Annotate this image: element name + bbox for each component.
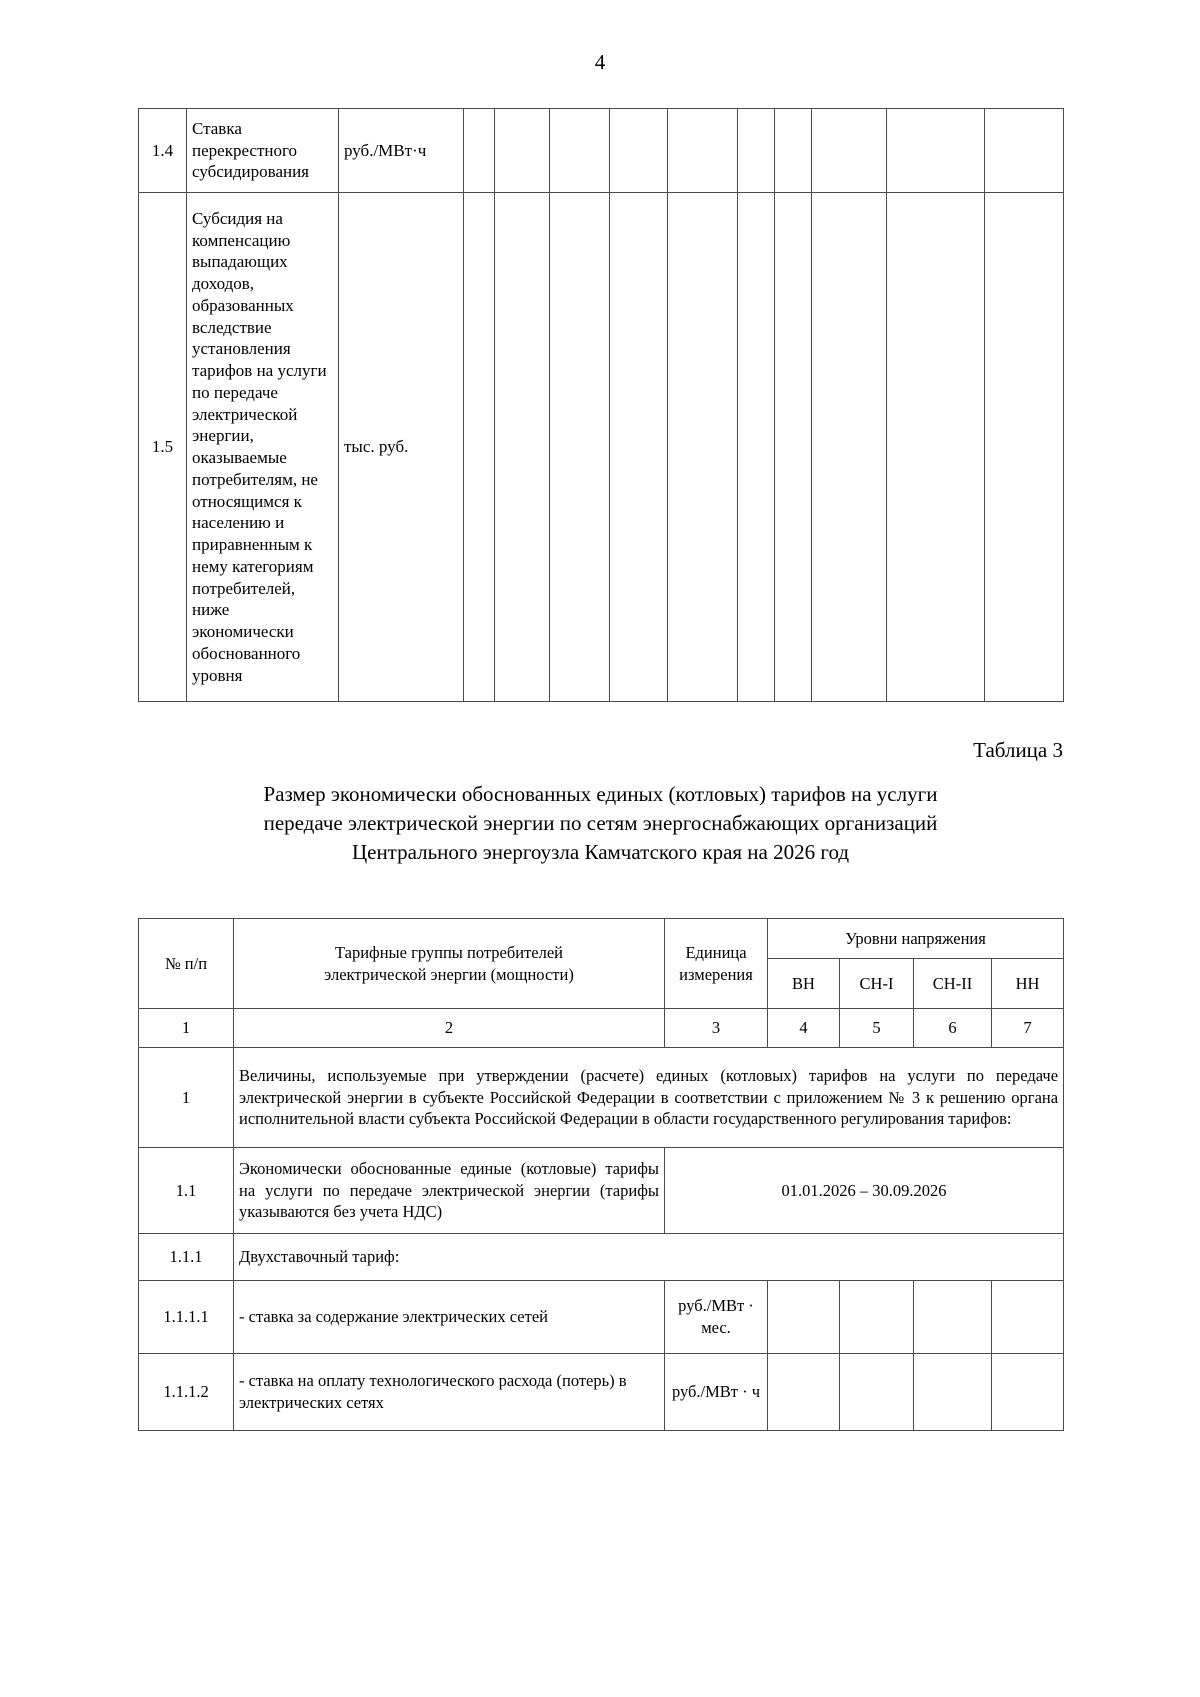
table-continuation-wrapper (138, 108, 1063, 702)
table-header-row (139, 919, 1064, 959)
header-col-groups (234, 919, 665, 1009)
value-cell[interactable] (775, 109, 812, 193)
row-number: 1.5 (139, 193, 187, 702)
row-text: Величины, используемые при утверждении (расчете) единых (котловых) тарифов на услуги по передаче электрической энергии в субъекте Российской Федерации в соответствии с приложением № 3 к решению органа исполнительной власти субъекта Российской Федерации в области государственного регулирования тарифов: (234, 1048, 1064, 1148)
value-cell[interactable] (775, 193, 812, 702)
table-numbering-row (139, 1009, 1064, 1048)
colnum-6: 6 (914, 1009, 992, 1048)
value-cell[interactable] (610, 109, 668, 193)
row-unit: руб./МВт·ч (339, 109, 464, 193)
value-cell[interactable] (610, 193, 668, 702)
header-voltage-sn2: СН-II (914, 959, 992, 1009)
row-number: 1.4 (139, 109, 187, 193)
value-cell[interactable] (668, 109, 738, 193)
value-cell[interactable] (887, 109, 985, 193)
row-name: Субсидия на компенсацию выпадающих доходов, образованных вследствие установления тарифов на услуги по передаче электрической энергии, оказываемые потребителям, не относящимся к населению и приравненным к нему категориям потребителей, ниже экономически обоснованного уровня (187, 193, 339, 702)
header-voltage-vn: ВН (768, 959, 840, 1009)
colnum-2: 2 (234, 1009, 665, 1048)
value-cell[interactable] (992, 1354, 1064, 1431)
table-row (139, 1281, 1064, 1354)
row-number: 1.1.1.1 (139, 1281, 234, 1354)
row-text: - ставка на оплату технологического расхода (потерь) в электрических сетях (234, 1354, 665, 1431)
row-number: 1.1.1.2 (139, 1354, 234, 1431)
value-cell[interactable] (768, 1281, 840, 1354)
colnum-3: 3 (665, 1009, 768, 1048)
table-row (139, 1354, 1064, 1431)
value-cell[interactable] (768, 1354, 840, 1431)
row-text: - ставка за содержание электрических сетей (234, 1281, 665, 1354)
page-title (138, 780, 1063, 867)
value-cell[interactable] (914, 1281, 992, 1354)
value-cell[interactable] (495, 109, 550, 193)
value-cell[interactable] (550, 109, 610, 193)
value-cell[interactable] (464, 109, 495, 193)
header-col-unit-line1: Единица (685, 942, 747, 962)
table-row (139, 1048, 1064, 1148)
value-cell[interactable] (840, 1354, 914, 1431)
header-col-groups-line1: Тарифные группы потребителей (334, 942, 564, 962)
row-name: Ставка перекрестного субсидирования (187, 109, 339, 193)
header-voltage-nn: НН (992, 959, 1064, 1009)
value-cell[interactable] (887, 193, 985, 702)
colnum-7: 7 (992, 1009, 1064, 1048)
value-cell[interactable] (738, 109, 775, 193)
colnum-4: 4 (768, 1009, 840, 1048)
row-text: Экономически обоснованные единые (котловые) тарифы на услуги по передаче электрической энергии (тарифы указываются без учета НДС) (234, 1148, 665, 1234)
colnum-1: 1 (139, 1009, 234, 1048)
row-number: 1 (139, 1048, 234, 1148)
table-label: Таблица 3 (973, 738, 1063, 762)
colnum-5: 5 (840, 1009, 914, 1048)
row-number: 1.1.1 (139, 1234, 234, 1281)
title-line-3: Центрального энергоузла Камчатского края на 2026 год (351, 839, 850, 864)
row-text: Двухставочный тариф: (234, 1234, 1064, 1281)
title-line-1: Размер экономически обоснованных единых (котловых) тарифов на услуги (263, 782, 938, 806)
value-cell[interactable] (985, 109, 1064, 193)
row-number: 1.1 (139, 1148, 234, 1234)
header-col-unit (665, 919, 768, 1009)
value-cell[interactable] (985, 193, 1064, 702)
table3-wrapper (138, 918, 1063, 1431)
table-row (139, 1148, 1064, 1234)
table-row (139, 1234, 1064, 1281)
table-row (139, 193, 1064, 702)
header-col-groups-line2: электрической энергии (мощности) (324, 964, 574, 984)
table-row (139, 109, 1064, 193)
row-period: 01.01.2026 – 30.09.2026 (665, 1148, 1064, 1234)
value-cell[interactable] (668, 193, 738, 702)
value-cell[interactable] (840, 1281, 914, 1354)
value-cell[interactable] (495, 193, 550, 702)
value-cell[interactable] (812, 193, 887, 702)
header-col-voltage: Уровни напряжения (768, 919, 1064, 959)
row-unit: руб./МВт · ч (665, 1354, 768, 1431)
header-col-unit-line2: измерения (679, 964, 753, 984)
table-tariffs (138, 918, 1064, 1431)
header-voltage-sn1: СН-I (840, 959, 914, 1009)
table-continuation (138, 108, 1064, 702)
page-number: 4 (594, 50, 606, 74)
value-cell[interactable] (550, 193, 610, 702)
title-line-2: передаче электрической энергии по сетям энергоснабжающих организаций (263, 810, 938, 835)
row-unit: тыс. руб. (339, 193, 464, 702)
value-cell[interactable] (812, 109, 887, 193)
row-unit: руб./МВт · мес. (665, 1281, 768, 1354)
value-cell[interactable] (992, 1281, 1064, 1354)
value-cell[interactable] (914, 1354, 992, 1431)
header-col-no: № п/п (139, 919, 234, 1009)
value-cell[interactable] (464, 193, 495, 702)
value-cell[interactable] (738, 193, 775, 702)
